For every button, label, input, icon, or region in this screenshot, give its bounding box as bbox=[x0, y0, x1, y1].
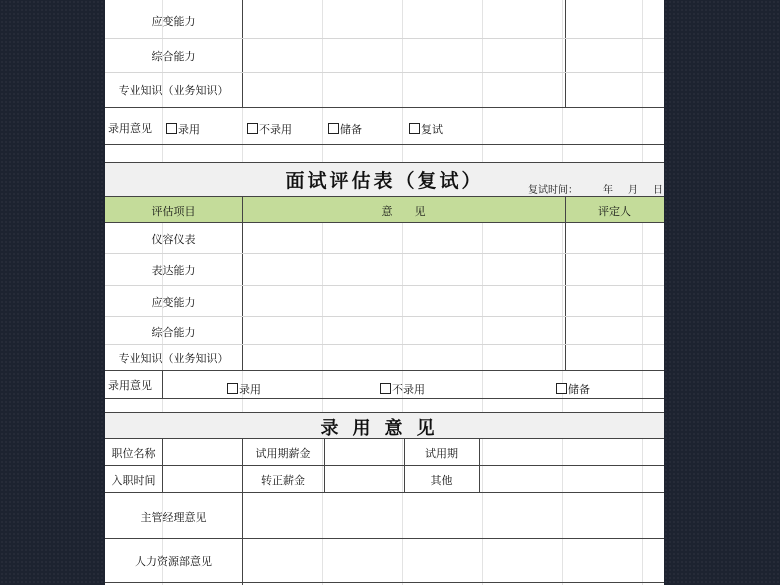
grid-line bbox=[105, 316, 664, 317]
checkbox-icon[interactable] bbox=[227, 383, 238, 394]
option-reserve[interactable] bbox=[556, 381, 590, 397]
divider bbox=[242, 0, 243, 107]
grid-line bbox=[105, 253, 664, 254]
option-label: 储备 bbox=[340, 124, 362, 136]
regular-salary-label: 转正薪金 bbox=[261, 475, 305, 487]
option-label: 不录用 bbox=[392, 384, 425, 396]
manager-opinion-label: 主管经理意见 bbox=[140, 512, 207, 524]
grid-line bbox=[105, 38, 664, 39]
row-border bbox=[105, 538, 664, 539]
row-border bbox=[105, 222, 664, 223]
option-label: 不录用 bbox=[259, 124, 292, 136]
item-expression: 表达能力 bbox=[151, 265, 196, 277]
row-border bbox=[105, 162, 664, 163]
checkbox-icon[interactable] bbox=[247, 123, 258, 134]
entry-date-label: 入职时间 bbox=[111, 475, 156, 487]
date-month: 月 bbox=[628, 185, 638, 196]
decision-label: 录用意见 bbox=[108, 380, 152, 392]
date-day: 日 bbox=[653, 185, 663, 196]
date-year: 年 bbox=[603, 185, 613, 196]
header-rater: 评定人 bbox=[598, 206, 631, 218]
row-border bbox=[105, 582, 664, 583]
checkbox-icon[interactable] bbox=[380, 383, 391, 394]
probation-period-label: 试用期 bbox=[425, 448, 458, 460]
option-reject[interactable] bbox=[380, 381, 425, 397]
section3-title: 录用意见 bbox=[320, 418, 449, 438]
item-professional-knowledge: 专业知识（业务知识） bbox=[118, 85, 229, 97]
row-border bbox=[105, 398, 664, 399]
checkbox-icon[interactable] bbox=[409, 123, 420, 134]
option-label: 录用 bbox=[178, 124, 200, 136]
row-border bbox=[105, 107, 664, 108]
row-border bbox=[105, 465, 664, 466]
position-name-label: 职位名称 bbox=[111, 448, 156, 460]
option-label: 录用 bbox=[239, 384, 261, 396]
item-adaptability: 应变能力 bbox=[151, 297, 196, 309]
hr-opinion-label: 人力资源部意见 bbox=[135, 556, 212, 568]
option-hire[interactable] bbox=[166, 121, 200, 137]
item-overall-ability: 综合能力 bbox=[151, 51, 196, 63]
divider bbox=[565, 0, 566, 107]
section2-title: 面试评估表（复试） bbox=[285, 171, 484, 192]
checkbox-icon[interactable] bbox=[556, 383, 567, 394]
second-interview-date-label: 复试时间： bbox=[528, 185, 578, 196]
option-hire[interactable] bbox=[227, 381, 261, 397]
checkbox-icon[interactable] bbox=[328, 123, 339, 134]
divider bbox=[162, 370, 163, 398]
option-reject[interactable] bbox=[247, 121, 292, 137]
option-label: 储备 bbox=[568, 384, 590, 396]
other-label: 其他 bbox=[430, 475, 453, 487]
grid-line bbox=[105, 344, 664, 345]
row-border bbox=[105, 492, 664, 493]
header-item: 评估项目 bbox=[151, 206, 196, 218]
row-border bbox=[105, 144, 664, 145]
checkbox-icon[interactable] bbox=[166, 123, 177, 134]
item-professional-knowledge: 专业知识（业务知识） bbox=[118, 353, 229, 365]
row-border bbox=[105, 370, 664, 371]
grid-line bbox=[105, 72, 664, 73]
row-border bbox=[105, 412, 664, 413]
header-opinion: 意 见 bbox=[381, 206, 426, 218]
item-appearance: 仪容仪表 bbox=[151, 234, 196, 246]
row-border bbox=[105, 196, 664, 197]
item-adaptability: 应变能力 bbox=[151, 16, 196, 28]
decision-label: 录用意见 bbox=[108, 123, 152, 135]
item-overall-ability: 综合能力 bbox=[151, 327, 196, 339]
option-second-interview[interactable] bbox=[409, 121, 443, 137]
probation-salary-label: 试用期薪金 bbox=[255, 448, 311, 460]
option-label: 复试 bbox=[421, 124, 443, 136]
interview-evaluation-sheet bbox=[105, 0, 664, 585]
row-border bbox=[105, 438, 664, 439]
grid-line bbox=[105, 285, 664, 286]
option-reserve[interactable] bbox=[328, 121, 362, 137]
